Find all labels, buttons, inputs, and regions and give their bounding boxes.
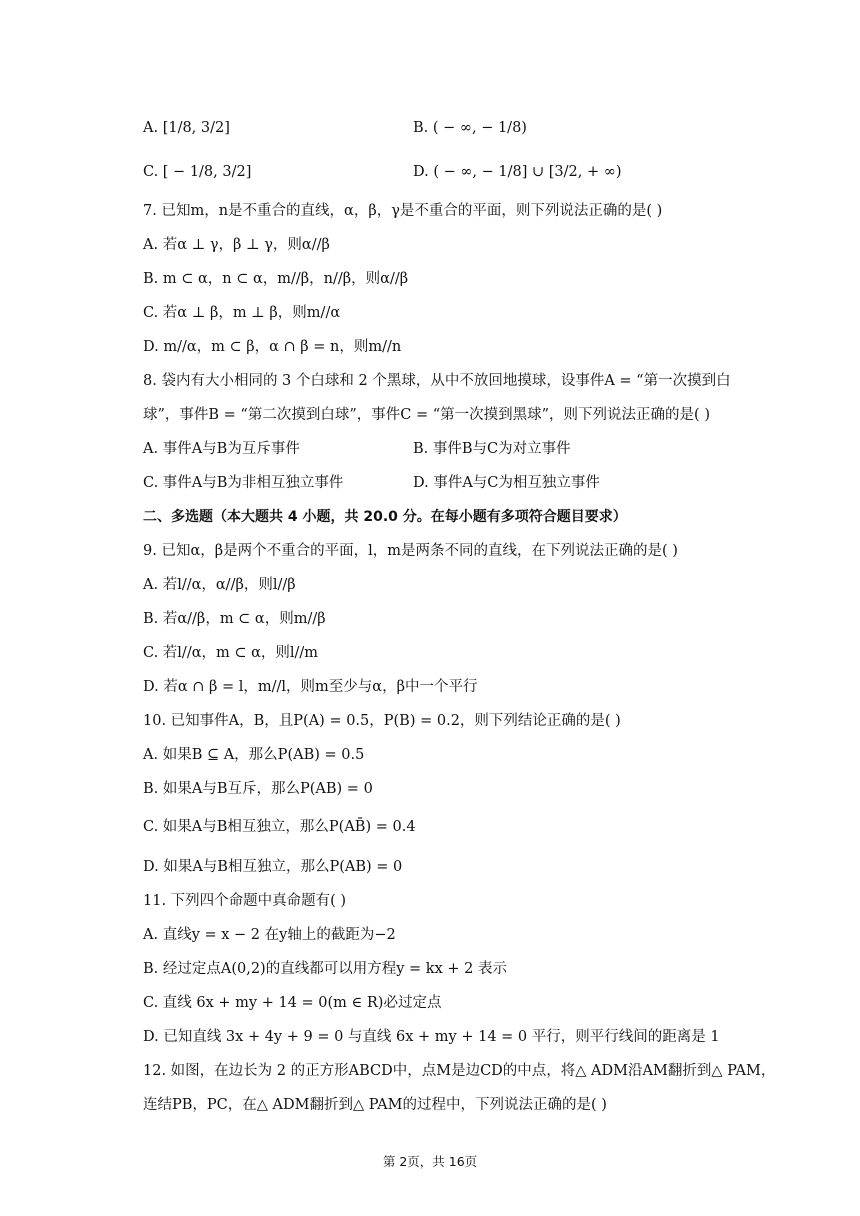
q6-option-a: A. [1/8, 3/2] <box>143 120 230 136</box>
q8-option-b: B. 事件B与C为对立事件 <box>413 441 571 457</box>
q11-option-c: C. 直线 6x + my + 14 = 0(m ∈ R)必过定点 <box>143 995 442 1011</box>
section-heading-multiple-choice: 二、多选题（本大题共 4 小题，共 20.0 分。在每小题有多项符合题目要求） <box>143 509 627 525</box>
q12-stem-line2: 连结PB，PC，在△ ADM翻折到△ PAM的过程中，下列说法正确的是( ) <box>143 1097 607 1113</box>
q10-option-b: B. 如果A与B互斥，那么P(AB) = 0 <box>143 781 373 797</box>
q9-option-d: D. 若α ∩ β = l，m//l，则m至少与α，β中一个平行 <box>143 679 478 695</box>
q10-option-c: C. 如果A与B相互独立，那么P(AB̄) = 0.4 <box>143 819 416 835</box>
q9-option-c: C. 若l//α，m ⊂ α，则l//m <box>143 645 319 661</box>
q10-option-a: A. 如果B ⊆ A，那么P(AB) = 0.5 <box>143 747 365 763</box>
q8-option-a: A. 事件A与B为互斥事件 <box>143 441 300 457</box>
q9-option-a: A. 若l//α，α//β，则l//β <box>143 577 296 593</box>
q9-stem: 9. 已知α，β是两个不重合的平面，l，m是两条不同的直线，在下列说法正确的是( ) <box>143 543 678 559</box>
q11-stem: 11. 下列四个命题中真命题有( ) <box>143 893 347 909</box>
q8-stem-line1: 8. 袋内有大小相同的 3 个白球和 2 个黑球，从中不放回地摸球，设事件A = “第一次摸到白 <box>143 373 731 389</box>
q7-option-d: D. m//α，m ⊂ β，α ∩ β = n，则m//n <box>143 339 402 355</box>
q6-option-b: B. ( − ∞, − 1/8) <box>413 120 527 136</box>
q7-option-c: C. 若α ⊥ β，m ⊥ β，则m//α <box>143 305 341 321</box>
q8-option-c: C. 事件A与B为非相互独立事件 <box>143 475 344 491</box>
q8-stem-line2: 球”，事件B = “第二次摸到白球”，事件C = “第一次摸到黑球”，则下列说法正确的是( ) <box>143 407 710 423</box>
q7-option-a: A. 若α ⊥ γ，β ⊥ γ，则α//β <box>143 237 330 253</box>
q7-option-b: B. m ⊂ α，n ⊂ α，m//β，n//β，则α//β <box>143 271 409 287</box>
q11-option-d: D. 已知直线 3x + 4y + 9 = 0 与直线 6x + my + 14 = 0 平行，则平行线间的距离是 1 <box>143 1029 720 1045</box>
q11-option-a: A. 直线y = x − 2 在y轴上的截距为−2 <box>143 927 396 943</box>
q6-option-c: C. [ − 1/8, 3/2] <box>143 164 252 180</box>
q10-stem: 10. 已知事件A，B，且P(A) = 0.5，P(B) = 0.2，则下列结论正确的是( ) <box>143 713 621 729</box>
q8-option-d: D. 事件A与C为相互独立事件 <box>413 475 600 491</box>
q12-stem-line1: 12. 如图，在边长为 2 的正方形ABCD中，点M是边CD的中点，将△ ADM沿AM翻折到△ PAM， <box>143 1063 776 1079</box>
q10-option-d: D. 如果A与B相互独立，那么P(AB) = 0 <box>143 859 403 875</box>
q9-option-b: B. 若α//β，m ⊂ α，则m//β <box>143 611 326 627</box>
q11-option-b: B. 经过定点A(0,2)的直线都可以用方程y = kx + 2 表示 <box>143 961 507 977</box>
q7-stem: 7. 已知m，n是不重合的直线，α，β，γ是不重合的平面，则下列说法正确的是( ) <box>143 203 663 219</box>
q6-option-d: D. ( − ∞, − 1/8] ∪ [3/2, + ∞) <box>413 164 622 180</box>
page-footer: 第 2页，共 16页 <box>382 1154 478 1169</box>
